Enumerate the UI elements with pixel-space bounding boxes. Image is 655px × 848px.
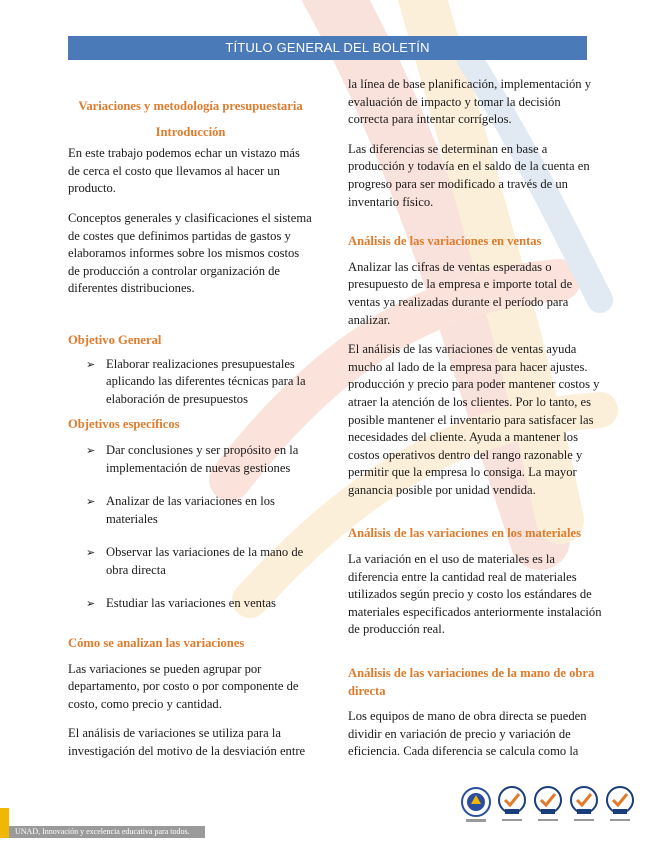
right-column bbox=[348, 76, 603, 773]
arrow-bullet-icon: ➢ bbox=[86, 357, 96, 371]
sgs-certification-logo bbox=[496, 782, 528, 826]
arrow-bullet-icon: ➢ bbox=[86, 546, 96, 560]
section-heading-intro: Introducción bbox=[155, 124, 226, 139]
mano-obra-heading: Análisis de las variaciones de la mano de obra directa bbox=[348, 666, 595, 698]
arrow-bullet-icon: ➢ bbox=[86, 495, 96, 509]
left-column bbox=[68, 76, 313, 773]
list-item: ➢ Analizar de las variaciones en los materiales bbox=[86, 494, 275, 526]
como-analizan-heading: Cómo se analizan las variaciones bbox=[68, 636, 245, 651]
continued-paragraph: la línea de base planificación, implementación y evaluación de impacto y tomar la decisión correcta para intentar corrígelos. bbox=[348, 77, 592, 127]
sgs-certification-logo bbox=[568, 782, 600, 826]
unad-seal-logo bbox=[460, 782, 492, 826]
list-item: ➢ Dar conclusiones y ser propósito en la implementación de nuevas gestiones bbox=[86, 442, 299, 475]
objetivo-general-heading: Objetivo General bbox=[68, 332, 162, 347]
list-item: ➢ Estudiar las variaciones en ventas bbox=[86, 595, 313, 613]
list-item: ➢ Observar las variaciones de la mano de obra directa bbox=[86, 545, 304, 577]
ventas-paragraph-1: Analizar las cifras de ventas esperadas o presupuesto de la empresa e importe total de ventas ya realizadas durante el período para analizar. bbox=[348, 259, 573, 327]
certification-logos bbox=[460, 782, 636, 826]
list-item: ➢ Elaborar realizaciones presupuestales aplicando las diferentes técnicas para la elaboración de presupuestos bbox=[86, 356, 306, 406]
arrow-bullet-icon: ➢ bbox=[86, 597, 96, 611]
intro-paragraph-2: Conceptos generales y clasificaciones el sistema de costes que definimos partidas de gastos y elaboramos informes sobre los mismos costos de producción a controlar organización de diferentes distribuciones. bbox=[68, 210, 312, 296]
intro-paragraph-1: En este trabajo podemos echar un vistazo más de cerca el costo que llevamos al hacer un producto. bbox=[68, 146, 300, 196]
materiales-paragraph: La variación en el uso de materiales es la diferencia entre la cantidad real de materiales utilizados según precio y costo los estándares de materiales especificados anteriormente instalación de producción real. bbox=[348, 552, 602, 637]
materiales-heading: Análisis de las variaciones en los materiales bbox=[348, 526, 581, 541]
diferencias-paragraph: Las diferencias se determinan en base a producción y todavía en el saldo de la cuenta en progreso para ser modificado a través de un inventario físico. bbox=[348, 141, 590, 209]
footer-slogan: UNAD, Innovación y excelencia educativa para todos. bbox=[15, 827, 190, 836]
ventas-heading: Análisis de las variaciones en ventas bbox=[348, 234, 542, 249]
sgs-certification-logo bbox=[604, 782, 636, 826]
como-paragraph-2: El análisis de variaciones se utiliza para la investigación del motivo de la desviación entre bbox=[68, 726, 306, 759]
objetivos-especificos-list bbox=[68, 442, 313, 613]
section-heading-main: Variaciones y metodología presupuestaria bbox=[78, 99, 303, 113]
objetivos-especificos-heading: Objetivos específicos bbox=[68, 417, 180, 432]
arrow-bullet-icon: ➢ bbox=[86, 443, 96, 457]
footer-accent-bar bbox=[0, 808, 9, 838]
como-paragraph-1: Las variaciones se pueden agrupar por departamento, por costo o por componente de costo, como precio y cantidad. bbox=[68, 661, 299, 711]
objetivo-general-list bbox=[68, 356, 313, 409]
sgs-certification-logo bbox=[532, 782, 564, 826]
bulletin-title-banner: TÍTULO GENERAL DEL BOLETÍN bbox=[68, 36, 587, 60]
mano-obra-paragraph: Los equipos de mano de obra directa se pueden dividir en variación de precio y variación de eficiencia. Cada diferencia se calcula como la bbox=[348, 709, 587, 759]
ventas-paragraph-2: El análisis de las variaciones de ventas ayuda mucho al lado de la empresa para hacer ajustes. producción y precio para poder mantener costos y atraer la atención de los clientes. Por lo tanto, es posible mantener el inventario para satisfacer las necesidades del cliente. Ayuda a mantener los costos operativos dentro del rango razonable y permitir que la empresa lo consiga. La mayor ganancia posible por unidad vendida. bbox=[348, 342, 600, 497]
